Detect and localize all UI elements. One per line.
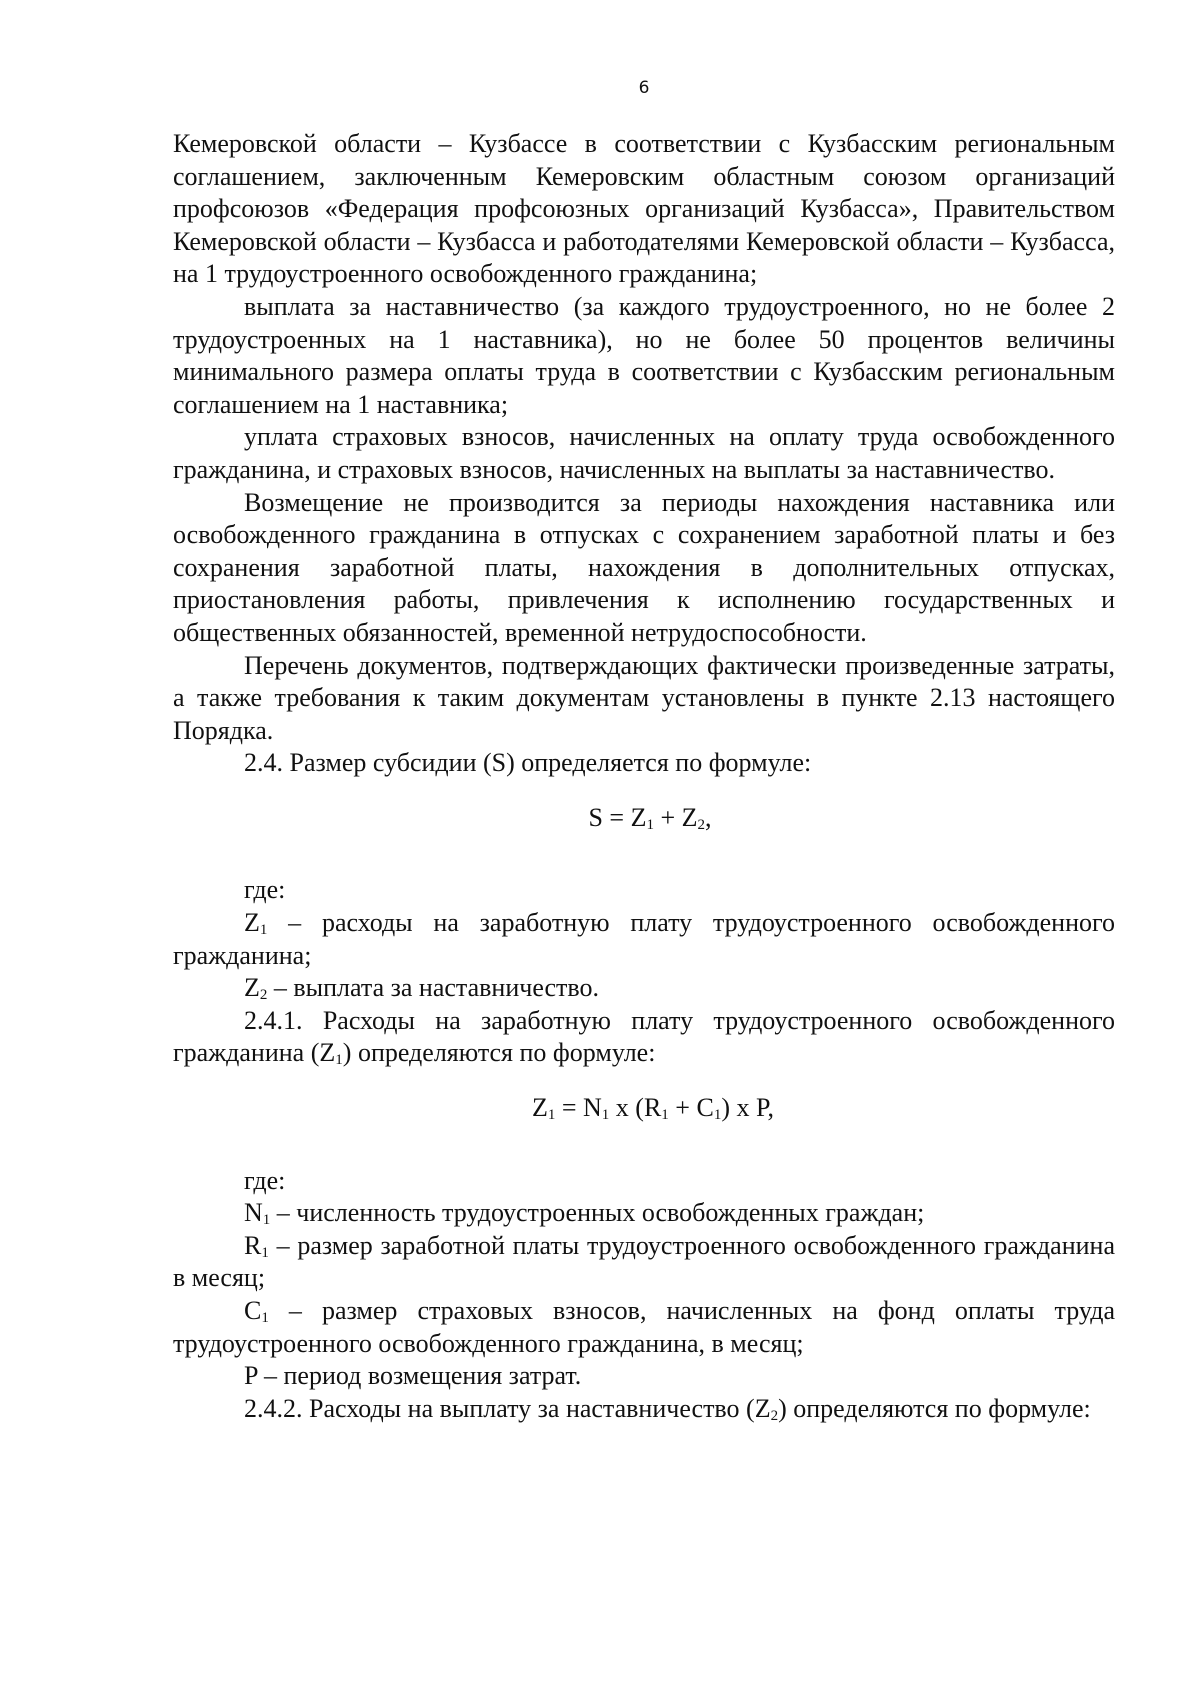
formula-salary-expenses [173,1092,1115,1125]
formula-subscript: 1 [547,1107,556,1124]
definition-z2 [173,972,1115,1005]
definition-subscript: 1 [262,1212,271,1229]
definition-subscript: 1 [259,922,268,939]
paragraph-continuation: Кемеровской области – Кузбассе в соответствии с Кузбасским региональным соглашением, заключенным Кемеровским областным союзом организаций профсоюзов «Федерация профсоюзных организаций Кузбасса», Правительством Кемеровской области – Кузбасса и работодателями Кемеровской области – Кузбасса, на 1 трудоустроенного освобожденного гражданина; [173,129,1115,289]
formula-subscript: 1 [601,1107,610,1124]
paragraph-no-reimbursement: Возмещение не производится за периоды нахождения наставника или освобожденного гражданина в отпусках с сохранением заработной платы и без сохранения заработной платы, нахождения в дополнительных отпусках, приостановления работы, привлечения к исполнению государственных и общественных обязанностей, временной нетрудоспособности. [173,487,1115,647]
formula-subscript: 1 [661,1107,669,1124]
definition-text: – численность трудоустроенных освобожденных граждан; [270,1198,925,1228]
paragraph-text: 2.4.2. Расходы на выплату за наставничество ( [244,1393,755,1423]
formula-subsidy [173,802,1115,835]
definition-r1 [173,1230,1115,1295]
formula-operator: ) x P, [721,1093,775,1123]
definition-subscript: 1 [335,1052,343,1069]
paragraph-2-4-2 [173,1393,1115,1426]
paragraph-text: ) определяются по формуле: [778,1393,1091,1423]
definition-subscript: 2 [259,987,268,1004]
definition-c1 [173,1295,1115,1360]
formula-subscript: 1 [713,1107,722,1124]
where-label: где: [244,1165,286,1195]
definition-subscript: 1 [261,1244,269,1261]
definition-symbol: N [244,1198,263,1228]
page-number: 6 [638,78,650,98]
definition-symbol: C [244,1296,262,1325]
formula-symbol: Z [681,802,698,832]
formula-symbol: C [696,1093,714,1123]
formula-subscript: 2 [697,816,706,833]
definition-symbol: Z [244,908,260,938]
formula-punctuation: , [705,802,712,832]
definition-subscript: 1 [261,1310,269,1326]
formula-symbol: Z [531,1093,548,1123]
formula-operator: x ( [609,1093,644,1123]
paragraph-2-4: 2.4. Размер субсидии (S) определяется по формуле: [244,748,812,778]
formula-operator: = [555,1093,583,1123]
formula-operator: + [653,802,682,832]
formula-symbol: R [643,1093,662,1123]
formula-symbol: Z [630,802,647,832]
formula-subscript: 1 [646,816,654,833]
paragraph-2-4-1 [173,1005,1115,1070]
definition-text: – размер заработной платы трудоустроенного освобожденного гражданина в месяц; [173,1230,1115,1293]
paragraph-documents-list: Перечень документов, подтверждающих фактически произведенные затраты, а также требования к таким документам установлены в пункте 2.13 настоящего Порядка. [173,650,1115,745]
paragraph-text: 2.4.1. Расходы на заработную плату трудоустроенного освобожденного гражданина ( [173,1005,1115,1068]
definition-p: P – период возмещения затрат. [244,1361,582,1391]
formula-symbol: S [588,802,603,832]
definition-symbol: Z [244,973,260,1003]
definition-symbol: R [244,1230,262,1260]
definition-symbol: Z [754,1393,771,1423]
paragraph-insurance-contributions: уплата страховых взносов, начисленных на оплату труда освобожденного гражданина, и страховых взносов, начисленных на выплаты за наставничество. [173,422,1115,484]
paragraph-mentorship-payment: выплата за наставничество (за каждого трудоустроенного, но не более 2 трудоустроенных на 1 наставника), но не более 50 процентов величины минимального размера оплаты труда в соответствии с Кузбасским региональным соглашением на 1 наставника; [173,291,1115,419]
definition-text: – размер страховых взносов, начисленных на фонд оплаты труда трудоустроенного освобожденного гражданина, в месяц; [173,1296,1115,1358]
formula-operator: + [668,1093,697,1123]
paragraph-text: ) определяются по формуле: [342,1038,656,1068]
definition-n1 [173,1197,1115,1230]
where-label: где: [244,875,286,905]
definition-z1 [173,907,1115,972]
definition-text: – расходы на заработную плату трудоустроенного освобожденного гражданина; [173,908,1115,970]
formula-operator: = [602,802,631,832]
definition-subscript: 2 [770,1407,779,1424]
definition-text: – выплата за наставничество. [267,973,600,1003]
formula-symbol: N [583,1093,602,1123]
definition-symbol: Z [319,1038,336,1068]
